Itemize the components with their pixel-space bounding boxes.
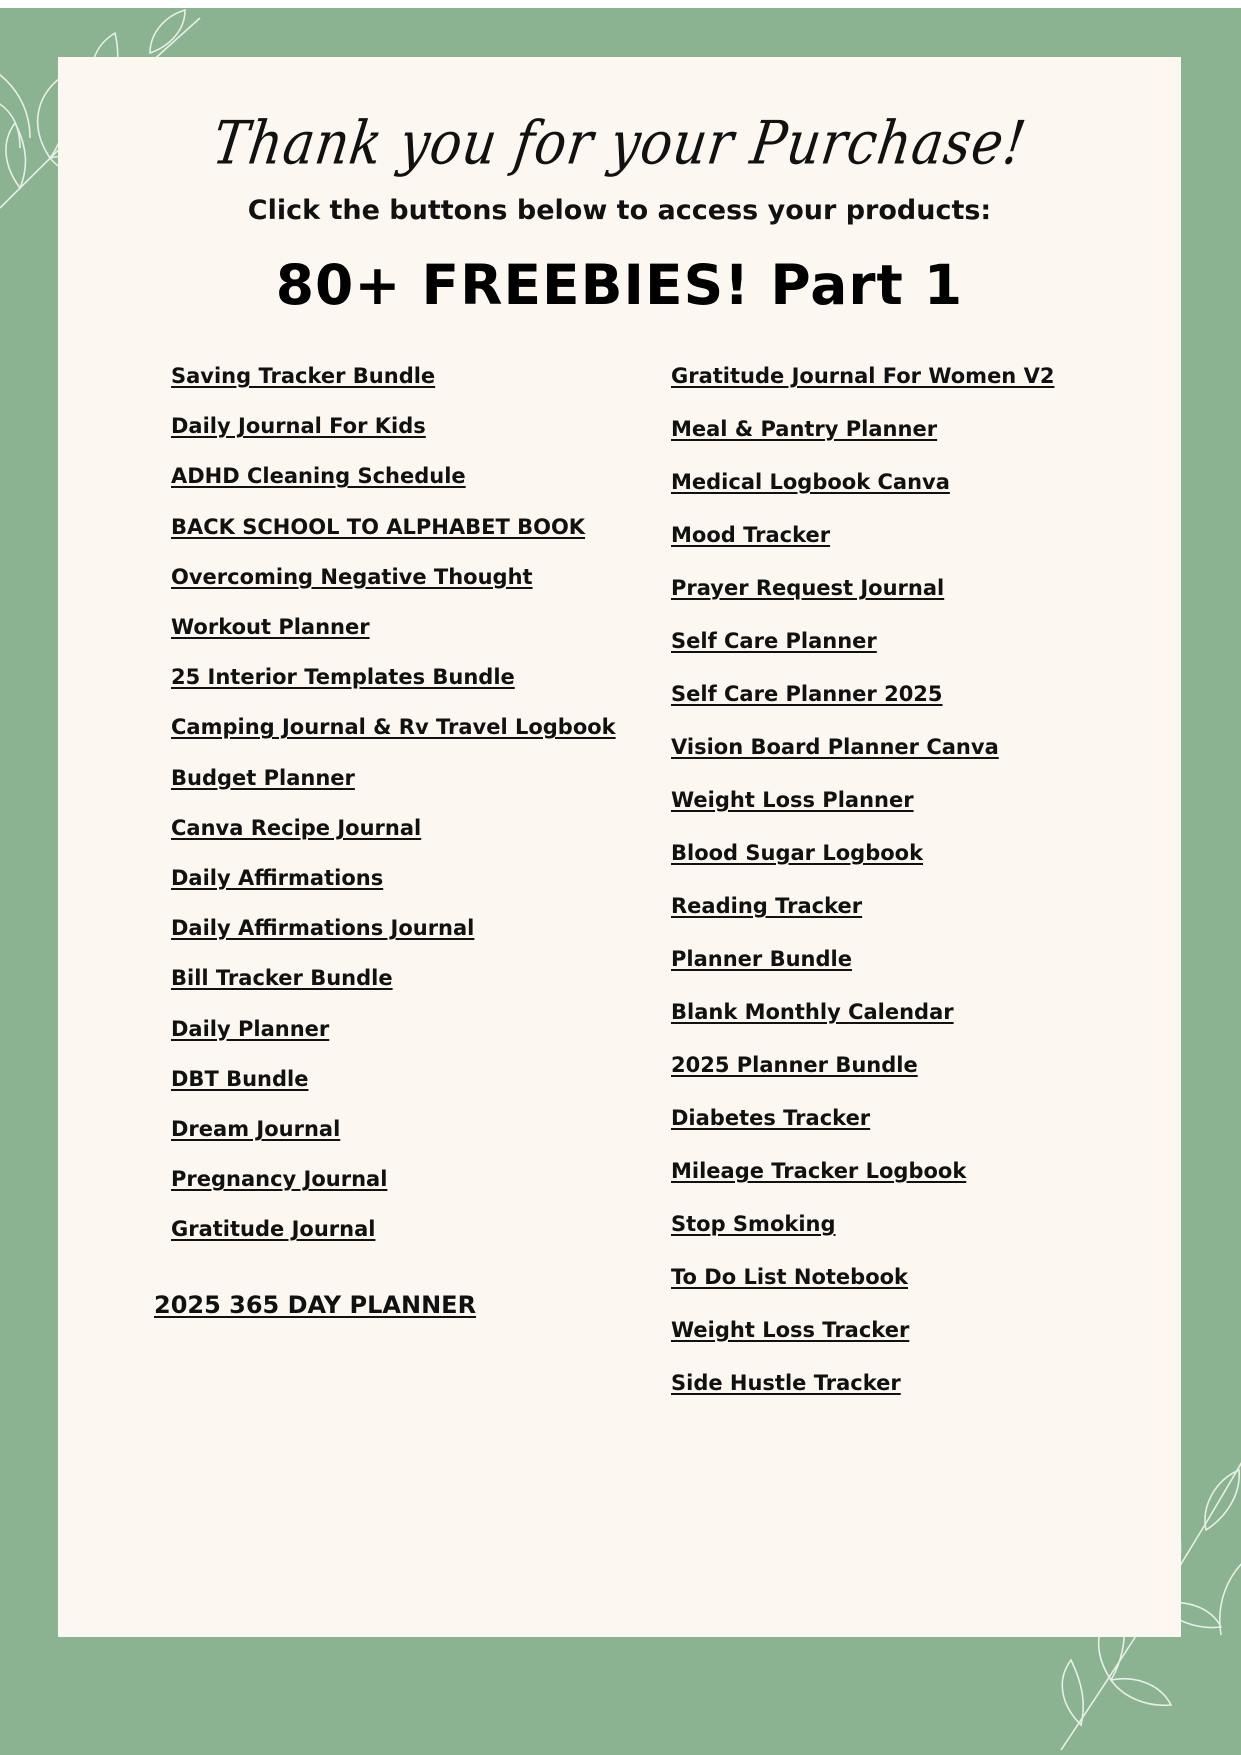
product-link[interactable]: Saving Tracker Bundle [171,364,436,388]
product-link[interactable]: Weight Loss Tracker [671,1318,910,1342]
product-link[interactable]: Workout Planner [171,615,370,639]
product-link[interactable]: Daily Journal For Kids [171,414,426,439]
product-link[interactable]: Planner Bundle [671,947,852,971]
product-link[interactable]: BACK SCHOOL TO ALPHABET BOOK [171,514,586,539]
page-title: 80+ FREEBIES! Part 1 [275,253,964,317]
product-link[interactable]: To Do List Notebook [671,1265,909,1289]
product-link[interactable]: Reading Tracker [671,894,863,918]
product-link[interactable]: Daily Planner [171,1016,330,1041]
product-link[interactable]: Side Hustle Tracker [671,1371,901,1395]
product-link[interactable]: Prayer Request Journal [671,576,945,600]
product-link[interactable]: Self Care Planner 2025 [671,682,943,706]
product-link[interactable]: Blood Sugar Logbook [671,841,924,865]
product-link[interactable]: Weight Loss Planner [671,788,914,812]
product-link[interactable]: Diabetes Tracker [671,1106,871,1130]
product-link[interactable]: Vision Board Planner Canva [671,735,999,759]
product-link[interactable]: 25 Interior Templates Bundle [171,665,515,690]
product-link[interactable]: Canva Recipe Journal [171,815,422,840]
instructions-text: Click the buttons below to access your products: [247,195,992,226]
product-link[interactable]: Mileage Tracker Logbook [671,1159,967,1183]
product-link[interactable]: Mood Tracker [671,523,831,547]
thank-you-heading: Thank you for your Purchase! [208,109,1031,179]
product-link[interactable]: Blank Monthly Calendar [671,1000,954,1024]
product-link[interactable]: Camping Journal & Rv Travel Logbook [171,715,616,740]
product-link[interactable]: Daily Affirmations [171,866,384,890]
product-link[interactable]: Stop Smoking [671,1212,836,1236]
green-frame [0,8,1241,1755]
product-link[interactable]: Daily Affirmations Journal [171,916,475,941]
product-link[interactable]: Bill Tracker Bundle [171,966,393,991]
product-link[interactable]: Gratitude Journal For Women V2 [671,364,1055,388]
product-link[interactable]: Medical Logbook Canva [671,470,950,494]
product-link[interactable]: Self Care Planner [671,629,877,653]
product-link[interactable]: DBT Bundle [171,1066,309,1091]
document-page [58,57,1181,1637]
planner-365-link[interactable]: 2025 365 DAY PLANNER [154,1291,477,1319]
product-link[interactable]: Overcoming Negative Thought [171,564,533,589]
product-link[interactable]: Gratitude Journal [171,1217,376,1242]
product-link[interactable]: ADHD Cleaning Schedule [171,464,466,489]
product-link[interactable]: Dream Journal [171,1117,341,1141]
product-link[interactable]: 2025 Planner Bundle [671,1053,918,1077]
product-link[interactable]: Meal & Pantry Planner [671,417,938,441]
product-link[interactable]: Pregnancy Journal [171,1167,388,1192]
product-link[interactable]: Budget Planner [171,765,355,790]
